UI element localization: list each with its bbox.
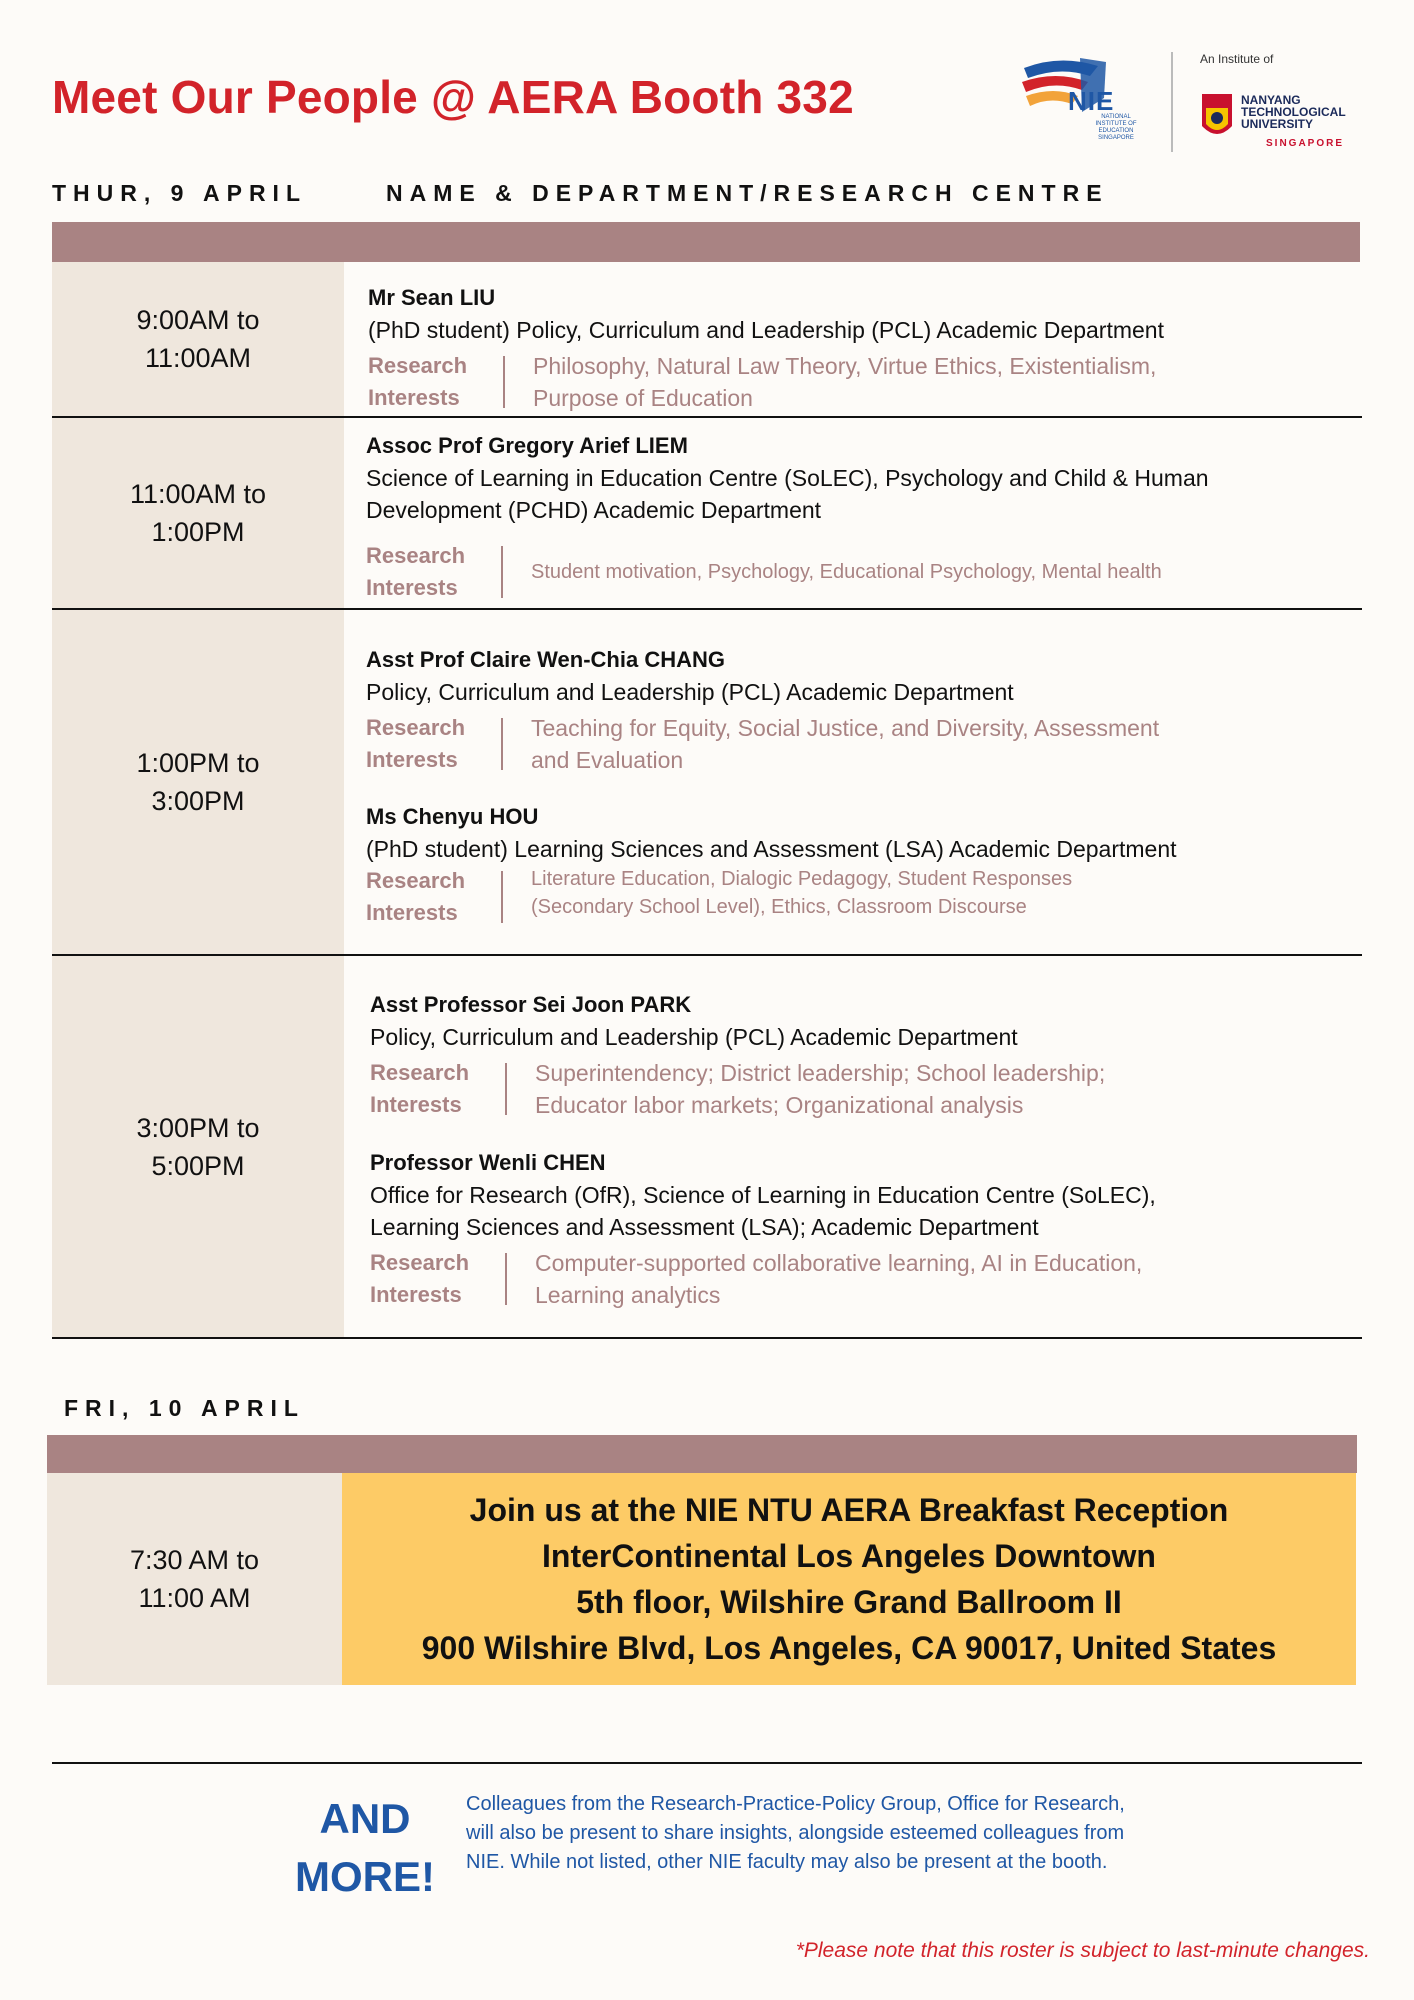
table-header-band bbox=[47, 1435, 1357, 1473]
research-interests bbox=[370, 1247, 1350, 1311]
ntu-crest-icon bbox=[1200, 92, 1234, 144]
person-name: Assoc Prof Gregory Arief LIEM bbox=[366, 433, 688, 458]
time-cell: 1:00PM to 3:00PM bbox=[52, 610, 344, 954]
roster-note: *Please note that this roster is subject to last-minute changes. bbox=[795, 1939, 1370, 1962]
research-interests bbox=[366, 712, 1356, 776]
person-department: Policy, Curriculum and Leadership (PCL) Academic Department bbox=[370, 1024, 1018, 1050]
divider bbox=[501, 871, 503, 923]
research-interests bbox=[370, 1057, 1350, 1121]
institute-of-label: An Institute of bbox=[1200, 52, 1274, 66]
research-interests-text: Student motivation, Psychology, Educational Psychology, Mental health bbox=[531, 561, 1162, 583]
person-entry bbox=[366, 430, 1356, 604]
divider bbox=[505, 1253, 507, 1305]
person-department: Office for Research (OfR), Science of Learning in Education Centre (SoLEC), Learning Sciences and Assessment (LSA); Academic Department bbox=[370, 1182, 1156, 1240]
logo-divider bbox=[1171, 52, 1173, 152]
person-name: Ms Chenyu HOU bbox=[366, 804, 539, 829]
divider bbox=[503, 356, 505, 408]
ntu-name: NANYANG TECHNOLOGICAL UNIVERSITY bbox=[1241, 93, 1346, 131]
research-interests-text: Philosophy, Natural Law Theory, Virtue Ethics, Existentialism, Purpose of Education bbox=[533, 353, 1157, 411]
research-interests-text: Literature Education, Dialogic Pedagogy, Student Responses (Secondary School Level), Ethics, Classroom Discourse bbox=[531, 868, 1073, 918]
column-header: NAME & DEPARTMENT/RESEARCH CENTRE bbox=[386, 180, 1109, 206]
time-cell: 9:00AM to 11:00AM bbox=[52, 262, 344, 416]
person-department: Policy, Curriculum and Leadership (PCL) Academic Department bbox=[366, 679, 1014, 705]
divider bbox=[501, 546, 503, 598]
person-entry bbox=[370, 989, 1350, 1121]
person-name: Professor Wenli CHEN bbox=[370, 1150, 606, 1175]
row-divider bbox=[52, 954, 1362, 956]
time-cell: 7:30 AM to 11:00 AM bbox=[47, 1473, 342, 1685]
person-department: (PhD student) Learning Sciences and Assessment (LSA) Academic Department bbox=[366, 836, 1177, 862]
research-interests-label: Research Interests bbox=[370, 1250, 470, 1307]
ntu-country: SINGAPORE bbox=[1266, 138, 1345, 149]
day1-header: THUR, 9 APRIL bbox=[52, 180, 307, 206]
row-divider bbox=[52, 1337, 1362, 1339]
research-interests bbox=[366, 865, 1356, 929]
time-cell: 3:00PM to 5:00PM bbox=[52, 956, 344, 1337]
person-name: Asst Professor Sei Joon PARK bbox=[370, 992, 692, 1017]
person-entry bbox=[366, 644, 1356, 776]
person-name: Asst Prof Claire Wen-Chia CHANG bbox=[366, 647, 725, 672]
nie-acronym: NIE bbox=[1068, 86, 1115, 116]
research-interests-label: Research Interests bbox=[368, 353, 468, 410]
research-interests-text: Computer-supported collaborative learning, AI in Education, Learning analytics bbox=[535, 1250, 1143, 1308]
day2-header: FRI, 10 APRIL bbox=[64, 1395, 305, 1421]
research-interests-text: Superintendency; District leadership; School leadership; Educator labor markets; Organizational analysis bbox=[535, 1060, 1106, 1118]
person-entry bbox=[366, 801, 1356, 929]
reception-details: Join us at the NIE NTU AERA Breakfast Reception InterContinental Los Angeles Downtown 5th floor, Wilshire Grand Ballroom II 900 Wilshire Blvd, Los Angeles, CA 90017, United States bbox=[342, 1473, 1356, 1685]
research-interests-label: Research Interests bbox=[366, 715, 466, 772]
person-entry bbox=[370, 1147, 1350, 1311]
person-department: Science of Learning in Education Centre (SoLEC), Psychology and Child & Human Development (PCHD) Academic Department bbox=[366, 465, 1209, 523]
and-more-text: Colleagues from the Research-Practice-Policy Group, Office for Research, will also be present to share insights, alongside esteemed colleagues from NIE. While not listed, other NIE faculty may also be present at the booth. bbox=[466, 1793, 1125, 1873]
and-more-heading: AND MORE! bbox=[295, 1795, 435, 1900]
time-cell: 11:00AM to 1:00PM bbox=[52, 418, 344, 608]
person-department: (PhD student) Policy, Curriculum and Leadership (PCL) Academic Department bbox=[368, 317, 1164, 343]
row-divider bbox=[52, 608, 1362, 610]
divider bbox=[505, 1063, 507, 1115]
table-header-band bbox=[52, 222, 1360, 262]
research-interests bbox=[366, 540, 1356, 604]
research-interests-text: Teaching for Equity, Social Justice, and Diversity, Assessment and Evaluation bbox=[531, 715, 1160, 773]
research-interests-label: Research Interests bbox=[366, 868, 466, 925]
research-interests-label: Research Interests bbox=[370, 1060, 470, 1117]
research-interests-label: Research Interests bbox=[366, 543, 466, 600]
nie-full-name: NATIONAL INSTITUTE OF EDUCATION SINGAPORE bbox=[1095, 114, 1137, 141]
person-name: Mr Sean LIU bbox=[368, 285, 496, 310]
research-interests bbox=[368, 350, 1348, 414]
row-divider bbox=[52, 416, 1362, 418]
person-entry bbox=[368, 282, 1348, 414]
section-divider bbox=[52, 1762, 1362, 1764]
page-title: Meet Our People @ AERA Booth 332 bbox=[52, 71, 854, 123]
divider bbox=[501, 718, 503, 770]
